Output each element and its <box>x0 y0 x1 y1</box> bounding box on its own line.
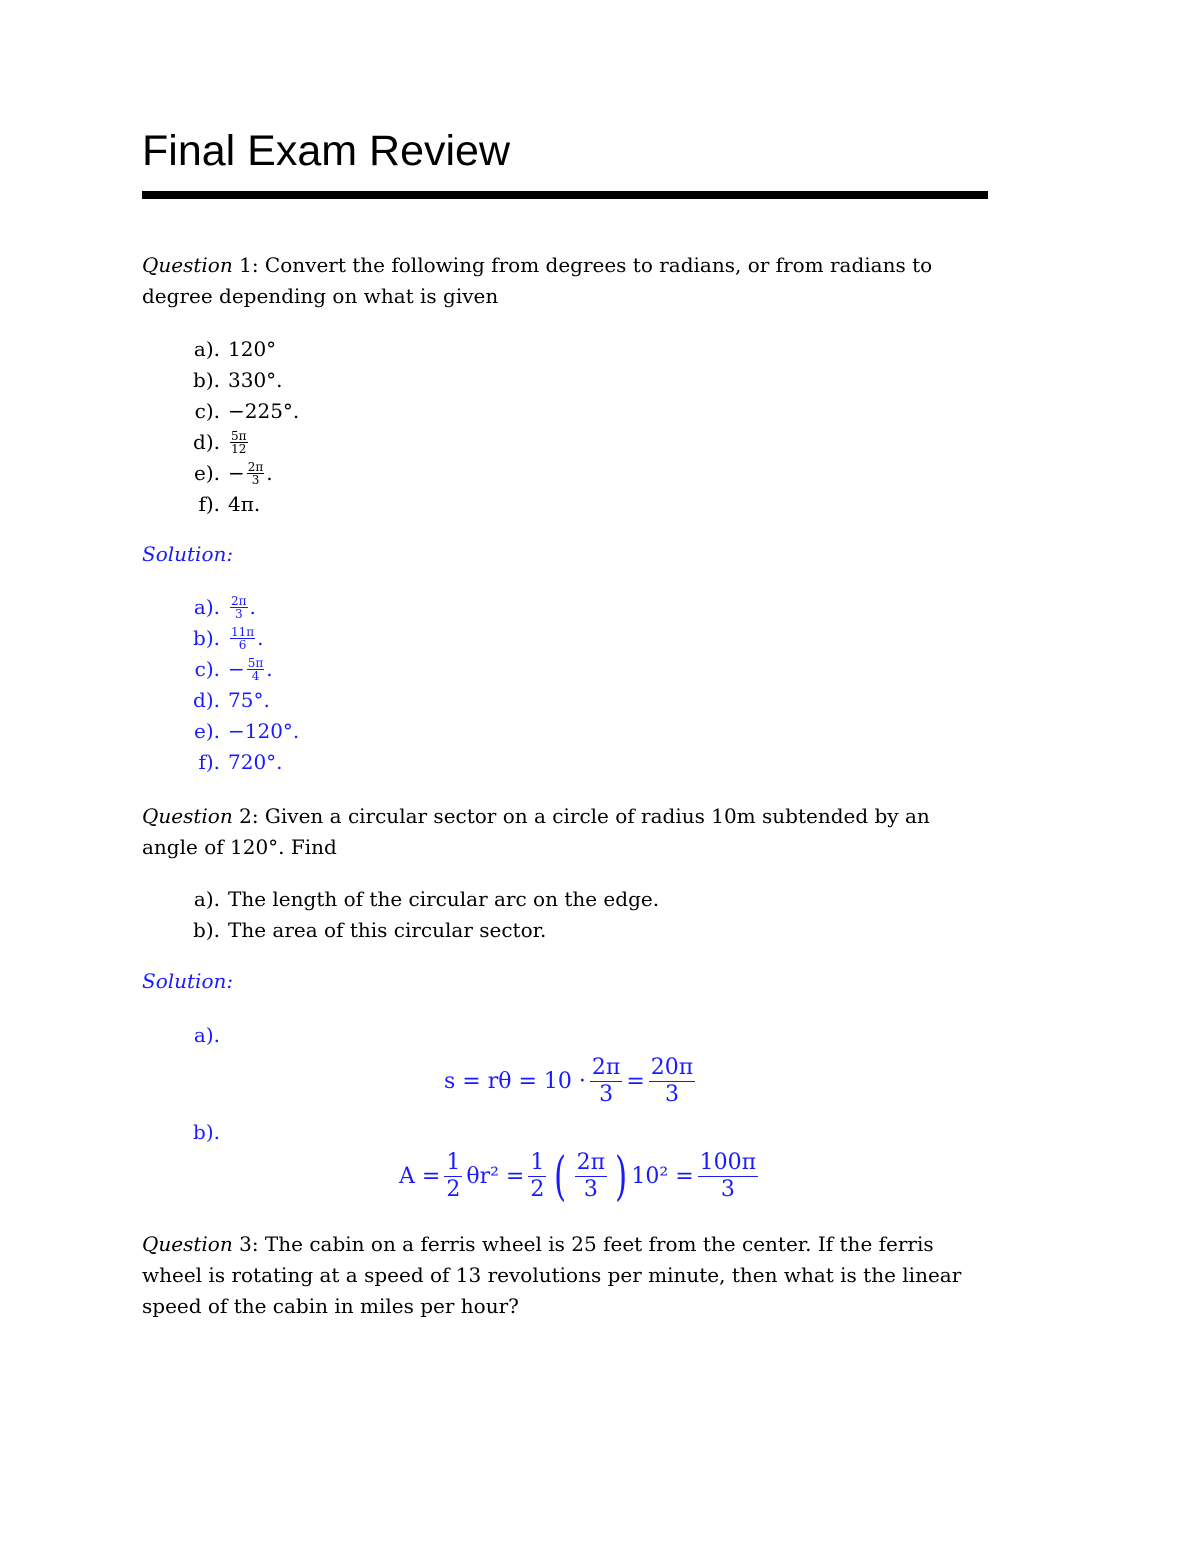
question-2 <box>142 801 990 863</box>
question-3 <box>142 1229 990 1322</box>
list-item: e). −120°. <box>194 719 300 743</box>
fraction: $\frac{5\pi}{12}$ <box>231 429 247 456</box>
equation-sector-area: A = $\frac{1}{2}$ θr² = $\frac{1}{2}$ ( $\frac{2\pi}{3}$ ) 10² = $\frac{100\pi}{3}$ <box>399 1146 757 1207</box>
list-item: d). 75°. <box>193 688 270 712</box>
list-item: c). − $\frac{5\pi}{4}$ . <box>194 656 273 683</box>
list-item: c). −225°. <box>194 399 300 423</box>
question-2-text: Question 2: Given a circular sector on a circle of radius 10m subtended by an angle of 120°. Find <box>142 804 930 859</box>
list-item: a). 120° <box>193 337 277 361</box>
fraction: $\frac{2\pi}{3}$ <box>231 594 247 621</box>
fraction: $\frac{20\pi}{3}$ <box>650 1055 694 1107</box>
question-1-text: Question 1: Convert the following from degrees to radians, or from radians to degree depending on what is given <box>142 253 933 308</box>
left-paren: ( <box>554 1146 567 1207</box>
list-item: b). 330°. <box>193 368 283 392</box>
fraction: $\frac{11\pi}{6}$ <box>231 625 255 652</box>
list-item: f). 4π. <box>198 492 261 516</box>
list-item: b). $\frac{11\pi}{6}$ . <box>193 625 264 652</box>
list-item: b). The area of this circular sector. <box>193 918 547 942</box>
fraction: $\frac{2\pi}{3}$ <box>591 1055 621 1107</box>
list-item: a). The length of the circular arc on the edge. <box>193 887 660 911</box>
solution-1-list <box>178 592 299 778</box>
list-item: d). $\frac{5\pi}{12}$ <box>193 429 247 456</box>
equation-arc-length: s = rθ = 10 · $\frac{2\pi}{3}$ = $\frac{20\pi}{3}$ <box>444 1055 694 1107</box>
fraction: $\frac{100\pi}{3}$ <box>699 1150 757 1202</box>
solution-2-a-label: a). <box>193 1023 220 1047</box>
solution-1-label: Solution: <box>142 542 234 566</box>
list-item: a). $\frac{2\pi}{3}$ . <box>193 594 256 621</box>
page-title: Final Exam Review <box>142 127 510 175</box>
solution-2-b-label: b). <box>193 1120 220 1144</box>
list-item: f). 720°. <box>198 750 283 774</box>
question-3-text: Question 3: The cabin on a ferris wheel is 25 feet from the center. If the ferris wheel is rotating at a speed of 13 revolutions per minute, then what is the linear speed of the cabin in miles per hour? <box>142 1232 962 1318</box>
fraction: $\frac{5\pi}{4}$ <box>247 656 264 683</box>
list-item: e). − $\frac{2\pi}{3}$ . <box>194 460 273 487</box>
question-1-list <box>178 334 299 520</box>
question-1 <box>142 250 990 312</box>
fraction: $\frac{2\pi}{3}$ <box>247 460 264 487</box>
fraction: $\frac{2\pi}{3}$ <box>576 1150 606 1202</box>
fraction: $\frac{1}{2}$ <box>530 1150 545 1202</box>
solution-2-label: Solution: <box>142 969 234 993</box>
fraction: $\frac{1}{2}$ <box>446 1150 461 1202</box>
right-paren: ) <box>615 1146 628 1207</box>
title-rule <box>142 191 988 199</box>
question-2-list <box>178 884 659 946</box>
